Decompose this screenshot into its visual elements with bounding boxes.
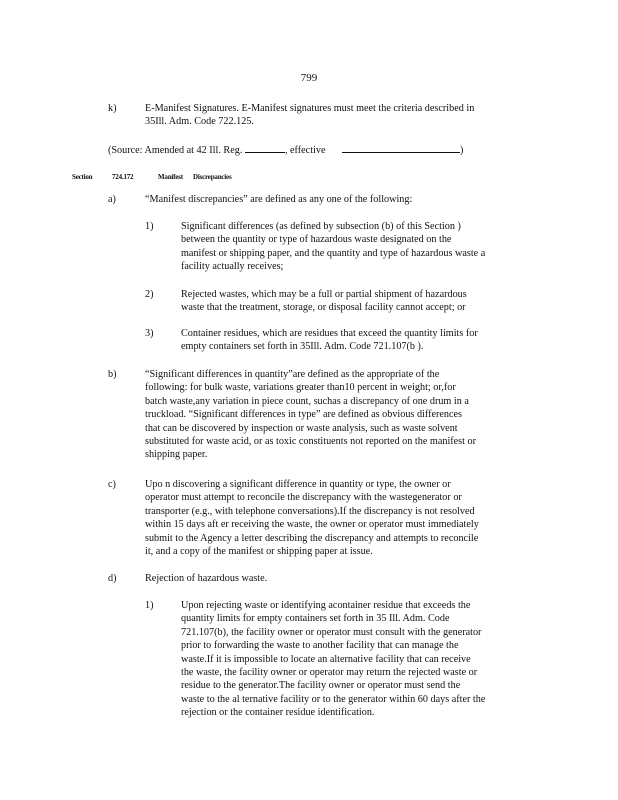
item-b-line-2: following: for bulk waste, variations greater than10 percent in weight; or,for [145,382,456,394]
item-d1-line-2: quantity limits for empty containers set forth in 35 Ill. Adm. Code [181,613,450,625]
item-d1-line-6: the waste, the facility owner or operator may return the rejected waste or [181,667,478,679]
item-d1-line-1: Upon rejecting waste or identifying acontainer residue that exceeds the [181,600,471,611]
page-number: 799 [300,72,318,84]
item-a1-line-2: between the quantity or type of hazardous waste designated on the [181,234,452,246]
item-a2-text [181,288,467,315]
item-d1-line-4: prior to forwarding the waste to another facility that can manage the [181,640,459,652]
source-suffix: ) [460,145,464,156]
item-a3-line-2: empty containers set forth in 35Ill. Adm. Code 721.107(b ). [181,341,424,353]
section-word: Section [72,173,93,181]
item-d1-line-8: waste to the al ternative facility or to the generator within 60 days after the [181,693,486,705]
item-b-text [145,368,476,462]
item-a1-line-3: manifest or shipping paper, and the quantity and type of hazardous waste a [181,247,486,259]
item-d-label: d) [108,573,117,584]
source-prefix: (Source: Amended at 42 Ill. Reg. [108,145,243,156]
item-a1-text [181,220,485,274]
item-c-line-5: submit to the Agency a letter describing the discrepancy and attempts to reconcile [145,532,479,544]
item-a1-line-4: facility actually receives; [181,261,284,273]
item-d1-line-9: rejection or the container residue identification. [181,707,375,719]
item-a-text: “Manifest discrepancies” are defined as any one of the following: [145,194,413,205]
item-d-text: Rejection of hazardous waste. [145,573,268,584]
item-b-line-6: substituted for waste acid, or as toxic constituents not reported on the manifest or [145,436,477,448]
section-title-2: Discrepancies [193,173,232,181]
item-d1-label: 1) [145,600,154,611]
item-k-text [145,102,474,129]
effective-blank [342,143,460,153]
item-c-line-6: it, and a copy of the manifest or shipping paper at issue. [145,546,373,558]
source-mid: , effective [284,145,326,156]
item-b-line-5: that can be discovered by inspection or waste analysis, such as waste solvent [145,422,458,434]
item-b-line-4: truckload. “Significant differences in type” are defined as obvious differences [145,409,463,421]
item-c-line-2: operator must attempt to reconcile the discrepancy with the wastegenerator or [145,492,462,504]
item-a1-label: 1) [145,221,154,232]
item-d1-line-3: 721.107(b), the facility owner or operator must consult with the generator [181,626,482,638]
reg-blank [245,143,285,153]
item-b-line-1: “Significant differences in quantity”are defined as the appropriate of the [145,369,440,380]
item-c-line-3: transporter (e.g., with telephone conversations).If the discrepancy is not resolved [145,505,475,517]
item-b-line-3: batch waste,any variation in piece count, suchas a discrepancy of one drum in a [145,395,469,407]
section-number: 724.172 [112,173,134,181]
section-title-1: Manifest [158,173,183,181]
item-k-line-2: 35Ill. Adm. Code 722.125. [145,116,254,128]
item-c-line-4: within 15 days aft er receiving the waste, the owner or operator must immediately [145,519,479,531]
item-c-text [145,478,479,558]
item-a2-label: 2) [145,289,154,300]
item-c-line-1: Upo n discovering a significant difference in quantity or type, the owner or [145,479,451,490]
item-k-line-1: E-Manifest Signatures. E-Manifest signatures must meet the criteria described in [145,103,475,114]
item-a1-line-1: Significant differences (as defined by subsection (b) of this Section ) [181,221,461,232]
item-a-label: a) [108,194,116,205]
item-a2-line-2: waste that the treatment, storage, or disposal facility cannot accept; or [181,302,466,314]
item-d1-line-5: waste.If it is impossible to locate an alternative facility that can receive [181,653,471,665]
item-c-label: c) [108,479,116,490]
item-a3-line-1: Container residues, which are residues that exceed the quantity limits for [181,328,478,339]
item-d1-text [181,599,485,720]
item-a3-label: 3) [145,328,154,339]
item-a2-line-1: Rejected wastes, which may be a full or partial shipment of hazardous [181,289,467,300]
source-note [108,143,463,157]
item-d1-line-7: residue to the generator.The facility owner or operator must send the [181,680,461,692]
item-b-line-7: shipping paper. [145,449,208,461]
item-b-label: b) [108,369,117,380]
item-k-label: k) [108,103,117,114]
item-a3-text [181,327,478,354]
